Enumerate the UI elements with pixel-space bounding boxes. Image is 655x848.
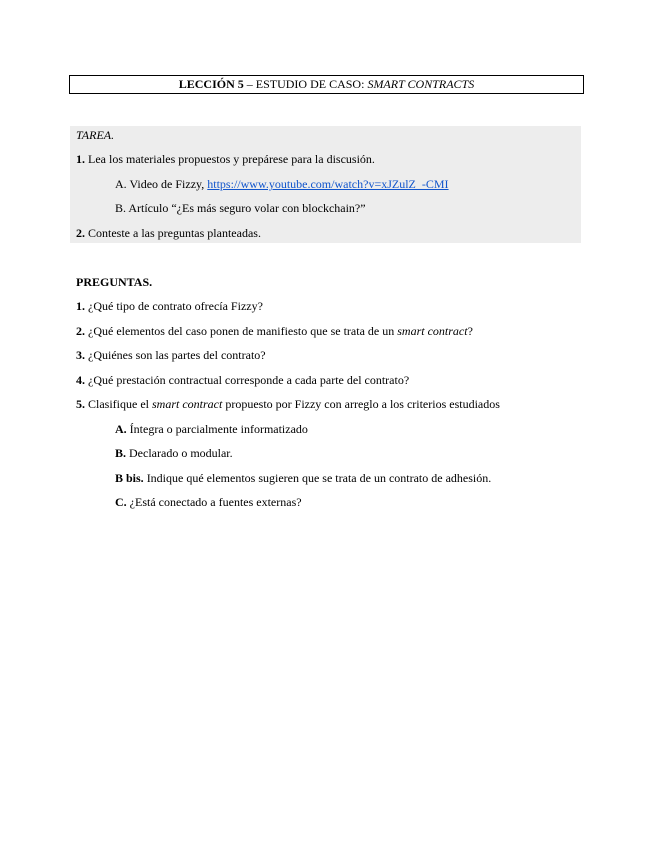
tarea-item-2: 2. Conteste a las preguntas planteadas. (76, 226, 261, 240)
question-5-sub-b-bis: B bis. Indique qué elementos sugieren que se trata de un contrato de adhesión. (115, 471, 492, 485)
lesson-title-topic: SMART CONTRACTS (367, 77, 475, 91)
preguntas-heading: PREGUNTAS. (76, 275, 153, 289)
question-5-sub-b: B. Declarado o modular. (115, 446, 233, 460)
question-5-sub-a: A. Íntegra o parcialmente informatizado (115, 422, 308, 436)
lesson-title-box (69, 75, 584, 94)
question-2: 2. ¿Qué elementos del caso ponen de manifiesto que se trata de un smart contract? (76, 324, 473, 338)
tarea-sub-b: B. Artículo “¿Es más seguro volar con blockchain?” (115, 201, 366, 215)
question-4: 4. ¿Qué prestación contractual corresponde a cada parte del contrato? (76, 373, 410, 387)
question-1: 1. ¿Qué tipo de contrato ofrecía Fizzy? (76, 299, 263, 313)
lesson-title-separator: – ESTUDIO DE CASO: (243, 77, 368, 91)
tarea-item-1: 1. Lea los materiales propuestos y prepárese para la discusión. (76, 152, 375, 166)
tarea-sub-a: A. Video de Fizzy, https://www.youtube.com/watch?v=xJZulZ_-CMI (115, 177, 449, 191)
lesson-title-number: LECCIÓN 5 (178, 77, 244, 91)
question-5-sub-c: C. ¿Está conectado a fuentes externas? (115, 495, 302, 509)
question-3: 3. ¿Quiénes son las partes del contrato? (76, 348, 266, 362)
question-5: 5. Clasifique el smart contract propuesto por Fizzy con arreglo a los criterios estudiados (76, 397, 500, 411)
tarea-heading: TAREA. (76, 128, 115, 142)
video-link[interactable]: https://www.youtube.com/watch?v=xJZulZ_-CMI (207, 177, 449, 191)
